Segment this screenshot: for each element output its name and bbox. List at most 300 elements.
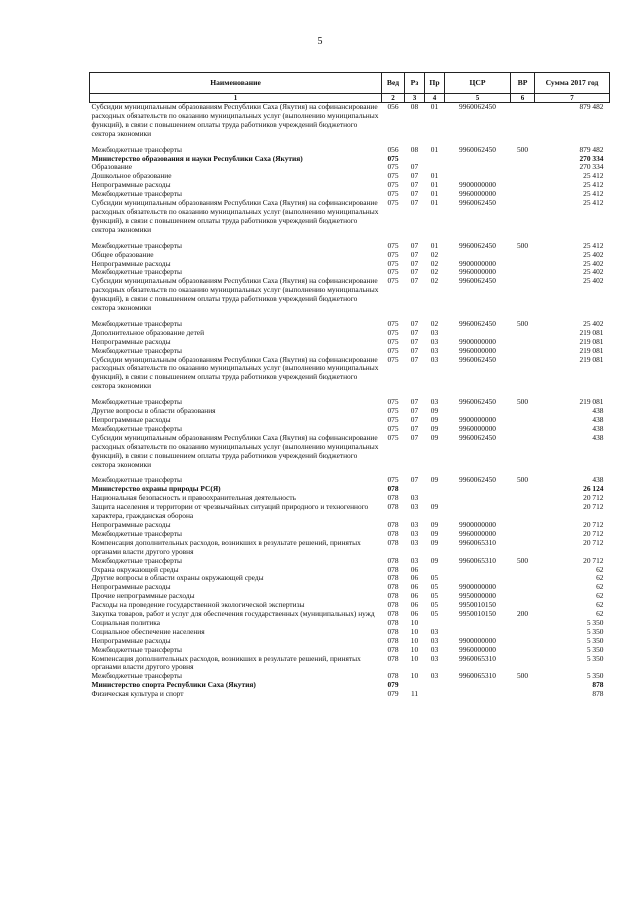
cell-csr: 9960062450 [459,354,496,364]
cell-ved: 075 [387,415,399,424]
colnum-2: 2 [382,94,405,103]
cell-name: Социальное обеспечение населения [91,626,205,636]
cell-pr: 09 [430,475,439,485]
cell-pr: 01 [430,240,439,250]
cell-pr: 09 [430,432,439,442]
table-row [90,610,610,619]
cell-name: Социальная политика [91,617,161,627]
cell-sum: 270 334 [579,162,604,172]
cell-rz: 07 [410,475,419,485]
cell-rz: 10 [410,644,419,654]
cell-vr [511,494,535,503]
cell-pr: 01 [430,198,439,208]
cell-rz: 03 [410,519,419,529]
cell-name: Дошкольное образование [91,171,172,181]
cell-rz: 03 [410,502,419,512]
cell-csr [445,690,511,699]
cell-csr: 9900000000 [459,635,496,645]
cell-rz: 03 [410,493,419,503]
cell-csr: 9960065310 [459,653,496,663]
cell-rz: 07 [410,423,419,433]
cell-pr: 03 [430,336,439,346]
cell-name: Образование [91,162,133,172]
cell-rz: 08 [410,144,419,154]
cell-rz: 06 [410,582,419,592]
cell-sum: 5 350 [586,635,604,645]
cell-sum: 20 712 [583,502,604,512]
cell-vr: 500 [516,555,529,565]
cell-sum: 219 081 [579,336,604,346]
cell-vr [511,155,535,164]
cell-vr [511,338,535,347]
cell-rz: 10 [410,626,419,636]
cell-vr [511,172,535,181]
cell-sum: 25 412 [583,171,604,181]
colnum-6: 6 [511,94,535,103]
cell-sum: 26 124 [583,484,604,494]
cell-vr [511,628,535,637]
cell-sum: 62 [596,591,604,601]
cell-rz: 07 [410,354,419,364]
cell-sum: 62 [596,582,604,592]
cell-rz: 07 [410,318,419,328]
cell-csr [445,485,511,494]
cell-pr: 01 [430,171,439,181]
cell-vr [511,181,535,190]
table-row [90,356,610,392]
cell-ved: 078 [387,600,399,610]
cell-sum: 438 [592,423,604,433]
cell-name: Межбюджетные трансферты [91,555,182,565]
table-row [90,690,610,699]
cell-pr: 01 [430,189,439,199]
cell-ved: 078 [387,502,399,512]
cell-pr: 09 [430,423,439,433]
cell-ved: 075 [387,162,399,172]
cell-csr [445,503,511,521]
cell-name: Национальная безопасность и правоохранительная деятельность [91,493,296,503]
cell-pr: 02 [430,249,439,259]
cell-rz: 07 [410,162,419,172]
cell-name: Непрограммные расходы [91,519,171,529]
colnum-1: 1 [90,94,382,103]
cell-ved: 075 [387,258,399,268]
cell-sum: 25 402 [583,276,604,286]
cell-rz: 03 [410,537,419,547]
cell-name: Непрограммные расходы [91,336,171,346]
cell-ved: 075 [387,327,399,337]
cell-pr: 09 [430,519,439,529]
cell-rz: 07 [410,180,419,190]
cell-rz: 07 [410,336,419,346]
table-row [90,242,610,251]
cell-rz: 07 [410,198,419,208]
cell-csr: 9960062450 [459,198,496,208]
cell-sum: 25 402 [583,249,604,259]
cell-rz: 07 [410,432,419,442]
colnum-7: 7 [535,94,610,103]
cell-name: Компенсация дополнительных расходов, возникших в результате решений, принятых органами власти другого уровня [91,653,361,672]
budget-table [89,72,610,699]
cell-csr: 9900000000 [459,415,496,424]
cell-ved: 075 [387,397,399,407]
cell-sum: 20 712 [583,493,604,503]
cell-ved: 078 [387,653,399,663]
cell-sum: 5 350 [586,617,604,627]
cell-name: Межбюджетные трансферты [91,423,182,433]
cell-csr: 9950000000 [459,591,496,601]
cell-pr: 03 [430,354,439,364]
cell-name: Министерство охраны природы РС(Я) [91,484,221,494]
cell-vr [511,655,535,673]
cell-csr: 9960062450 [459,318,496,328]
cell-csr: 9900000000 [459,336,496,346]
cell-rz: 07 [410,258,419,268]
cell-rz: 06 [410,591,419,601]
cell-rz: 07 [410,406,419,416]
cell-vr: 500 [516,240,529,250]
cell-rz: 06 [410,564,419,574]
cell-rz: 07 [410,397,419,407]
cell-sum: 20 712 [583,555,604,565]
cell-rz: 06 [410,573,419,583]
cell-ved: 078 [387,644,399,654]
cell-name: Охрана окружающей среды [91,564,179,574]
cell-ved: 075 [387,345,399,355]
cell-ved: 078 [387,519,399,529]
cell-sum: 879 482 [579,102,604,111]
cell-csr [445,619,511,628]
header-pr: Пр [425,73,445,94]
cell-pr [425,485,445,494]
header-name: Наименование [90,73,382,94]
colnum-5: 5 [445,94,511,103]
cell-sum: 219 081 [579,327,604,337]
cell-csr: 9900000000 [459,258,496,268]
cell-vr [511,416,535,425]
cell-name: Компенсация дополнительных расходов, возникших в результате решений, принятых органами власти другого уровня [91,537,361,556]
table-row [90,155,610,164]
header-vr: ВР [511,73,535,94]
cell-name: Субсидии муниципальным образованиям Республики Саха (Якутия) на софинансирование расходных обязательств по оказанию муниципальных услуг (выполнению муниципальных функций), в связи с повышением оплаты труда работников учреждений бюджетного сектора экономики [91,102,379,138]
cell-ved: 078 [387,555,399,565]
cell-pr: 02 [430,258,439,268]
cell-vr [511,503,535,521]
cell-sum: 62 [596,564,604,574]
cell-name: Другие вопросы в области охраны окружающей среды [91,573,264,583]
cell-pr [425,681,445,690]
cell-ved: 078 [387,671,399,681]
cell-name: Межбюджетные трансферты [91,397,182,407]
cell-sum: 219 081 [579,345,604,355]
cell-vr: 500 [516,397,529,407]
cell-sum: 62 [596,573,604,583]
header-rz: Рз [405,73,425,94]
cell-pr: 09 [430,406,439,416]
cell-ved: 056 [387,102,399,111]
cell-name: Межбюджетные трансферты [91,528,182,538]
cell-ved: 078 [387,564,399,574]
cell-pr: 03 [430,345,439,355]
cell-ved: 075 [387,171,399,181]
cell-vr [511,521,535,530]
cell-csr: 9960065310 [459,555,496,565]
cell-sum: 438 [592,432,604,442]
cell-rz: 08 [410,102,419,111]
cell-sum: 20 712 [583,519,604,529]
cell-csr: 9960062450 [459,276,496,286]
cell-rz: 06 [410,600,419,610]
cell-sum: 438 [592,406,604,416]
cell-csr [445,566,511,575]
cell-pr: 01 [430,144,439,154]
cell-pr: 03 [430,644,439,654]
cell-name: Межбюджетные трансферты [91,475,182,485]
cell-vr [511,190,535,199]
cell-rz: 07 [410,345,419,355]
cell-ved: 078 [387,528,399,538]
cell-vr [511,690,535,699]
cell-vr [511,583,535,592]
table-row [90,434,610,470]
cell-vr [511,425,535,434]
cell-vr [511,329,535,338]
cell-pr: 05 [430,609,439,619]
header-sum: Сумма 2017 год [535,73,610,94]
cell-rz: 07 [410,327,419,337]
cell-vr [511,539,535,557]
cell-ved: 075 [387,249,399,259]
cell-name: Межбюджетные трансферты [91,318,182,328]
cell-vr [511,251,535,260]
cell-vr [511,592,535,601]
cell-ved: 075 [387,475,399,485]
cell-name: Министерство спорта Республики Саха (Якутия) [91,680,256,690]
cell-name: Межбюджетные трансферты [91,644,182,654]
cell-ved: 078 [387,493,399,503]
cell-rz: 11 [410,689,419,699]
cell-name: Межбюджетные трансферты [91,189,182,199]
cell-sum: 878 [592,689,604,699]
cell-csr: 9960000000 [459,189,496,199]
table-row [90,539,610,557]
cell-name: Субсидии муниципальным образованиям Республики Саха (Якутия) на софинансирование расходных обязательств по оказанию муниципальных услуг (выполнению муниципальных функций), в связи с повышением оплаты труда работников учреждений бюджетного сектора экономики [91,198,379,234]
table-row [90,103,610,139]
cell-name: Межбюджетные трансферты [91,671,182,681]
cell-pr: 03 [430,671,439,681]
cell-name: Расходы на проведение государственной экологической экспертизы [91,600,305,610]
colnum-4: 4 [425,94,445,103]
cell-ved: 078 [387,635,399,645]
cell-csr: 9960000000 [459,528,496,538]
cell-name: Субсидии муниципальным образованиям Республики Саха (Якутия) на софинансирование расходных обязательств по оказанию муниципальных услуг (выполнению муниципальных функций), в связи с повышением оплаты труда работников учреждений бюджетного сектора экономики [91,432,379,469]
cell-sum: 62 [596,609,604,619]
header-ved: Вед [382,73,405,94]
cell-pr: 05 [430,591,439,601]
cell-vr [511,277,535,313]
cell-vr [511,566,535,575]
cell-vr [511,407,535,416]
cell-csr: 9950010150 [459,600,496,610]
cell-pr: 09 [430,555,439,565]
cell-csr: 9960062450 [459,102,496,111]
cell-ved: 075 [387,198,399,208]
cell-pr: 02 [430,318,439,328]
cell-rz: 10 [410,671,419,681]
cell-ved: 078 [387,537,399,547]
cell-csr: 9900000000 [459,519,496,529]
table-row [90,277,610,313]
cell-csr: 9960062450 [459,144,496,154]
cell-vr [511,637,535,646]
cell-pr: 03 [430,653,439,663]
cell-name: Межбюджетные трансферты [91,144,182,154]
cell-sum: 25 402 [583,318,604,328]
cell-vr: 500 [516,475,529,485]
cell-name: Министерство образования и науки Республики Саха (Якутия) [91,153,303,163]
cell-pr [425,690,445,699]
cell-pr: 03 [430,397,439,407]
cell-pr [425,155,445,164]
cell-vr: 200 [516,609,529,619]
cell-sum: 25 402 [583,258,604,268]
cell-pr: 03 [430,626,439,636]
cell-csr: 9950010150 [459,609,496,619]
cell-sum: 20 712 [583,528,604,538]
cell-sum: 438 [592,475,604,485]
cell-ved: 078 [387,591,399,601]
cell-rz: 10 [410,653,419,663]
cell-ved: 075 [387,336,399,346]
cell-sum: 20 712 [583,537,604,547]
cell-rz: 10 [410,617,419,627]
cell-vr [511,260,535,269]
cell-vr [511,681,535,690]
cell-pr: 02 [430,276,439,286]
cell-sum: 219 081 [579,397,604,407]
cell-ved: 078 [387,582,399,592]
cell-rz: 07 [410,189,419,199]
cell-name: Прочие непрограммные расходы [91,591,195,601]
cell-vr [511,347,535,356]
cell-name: Субсидии муниципальным образованиям Республики Саха (Якутия) на софинансирование расходных обязательств по оказанию муниципальных услуг (выполнению муниципальных функций), в связи с повышением оплаты труда работников учреждений бюджетного сектора экономики [91,276,379,313]
cell-ved: 078 [387,609,399,619]
cell-csr: 9960065310 [459,537,496,547]
cell-name: Непрограммные расходы [91,258,171,268]
cell-csr: 9900000000 [459,582,496,592]
cell-pr: 05 [430,582,439,592]
cell-ved: 075 [387,406,399,416]
cell-sum: 62 [596,600,604,610]
cell-ved: 079 [387,689,399,699]
cell-sum: 5 350 [586,653,604,663]
cell-pr: 05 [430,573,439,583]
cell-sum: 219 081 [579,354,604,364]
cell-vr [511,268,535,277]
cell-csr [445,155,511,164]
cell-pr: 09 [430,502,439,512]
cell-ved: 075 [387,189,399,199]
header-csr: ЦСР [445,73,511,94]
cell-ved: 075 [387,354,399,364]
cell-vr [511,434,535,470]
cell-sum: 5 350 [586,644,604,654]
cell-rz: 03 [410,528,419,538]
cell-name: Физическая культура и спорт [91,689,184,699]
cell-pr: 02 [430,267,439,277]
cell-sum: 25 412 [583,180,604,190]
cell-csr: 9960062450 [459,240,496,250]
cell-name: Другие вопросы в области образования [91,406,216,416]
cell-name: Защита населения и территории от чрезвычайных ситуаций природного и техногенного характера, гражданская оборона [91,502,369,521]
cell-sum: 5 350 [586,626,604,636]
cell-pr: 05 [430,600,439,610]
cell-name: Межбюджетные трансферты [91,240,182,250]
cell-rz: 07 [410,249,419,259]
cell-sum: 879 482 [579,144,604,154]
cell-vr: 500 [516,318,529,328]
cell-vr [511,163,535,172]
cell-ved: 078 [387,626,399,636]
cell-name: Общее образование [91,249,154,259]
cell-name: Субсидии муниципальным образованиям Республики Саха (Якутия) на софинансирование расходных обязательств по оказанию муниципальных услуг (выполнению муниципальных функций), в связи с повышением оплаты труда работников учреждений бюджетного сектора экономики [91,354,379,391]
cell-sum: 5 350 [586,671,604,681]
cell-name: Непрограммные расходы [91,180,171,190]
cell-rz: 07 [410,267,419,277]
cell-vr [511,619,535,628]
cell-name: Межбюджетные трансферты [91,345,182,355]
cell-sum: 270 334 [579,153,604,163]
cell-ved: 079 [387,680,399,690]
cell-vr [511,574,535,583]
cell-ved: 075 [387,180,399,190]
cell-rz: 10 [410,635,419,645]
cell-ved: 078 [387,617,399,627]
cell-sum: 25 412 [583,189,604,199]
page-number: 5 [317,36,323,47]
cell-vr [511,199,535,235]
table-row [90,655,610,673]
cell-csr: 9960062450 [459,432,496,442]
cell-name: Дополнительное образование детей [91,327,205,337]
cell-sum: 25 412 [583,240,604,250]
cell-ved: 075 [387,153,399,163]
table-row [90,503,610,521]
cell-csr: 9960065310 [459,671,496,681]
cell-pr: 09 [430,537,439,547]
cell-sum: 438 [592,415,604,424]
cell-pr: 09 [430,415,439,424]
table-row [90,199,610,235]
cell-name: Межбюджетные трансферты [91,267,182,277]
cell-name: Непрограммные расходы [91,635,171,645]
cell-csr: 9900000000 [459,180,496,190]
cell-ved: 078 [387,484,399,494]
cell-name: Закупка товаров, работ и услуг для обеспечения государственных (муниципальных) нужд [91,609,375,619]
cell-vr: 500 [516,144,529,154]
cell-pr: 01 [430,102,439,111]
cell-vr [511,103,535,139]
cell-vr [511,356,535,392]
table-header [90,73,610,103]
cell-ved: 075 [387,240,399,250]
cell-csr [445,163,511,172]
cell-name: Непрограммные расходы [91,582,171,592]
cell-vr [511,485,535,494]
cell-rz: 06 [410,609,419,619]
cell-name: Непрограммные расходы [91,415,171,424]
cell-ved: 075 [387,267,399,277]
